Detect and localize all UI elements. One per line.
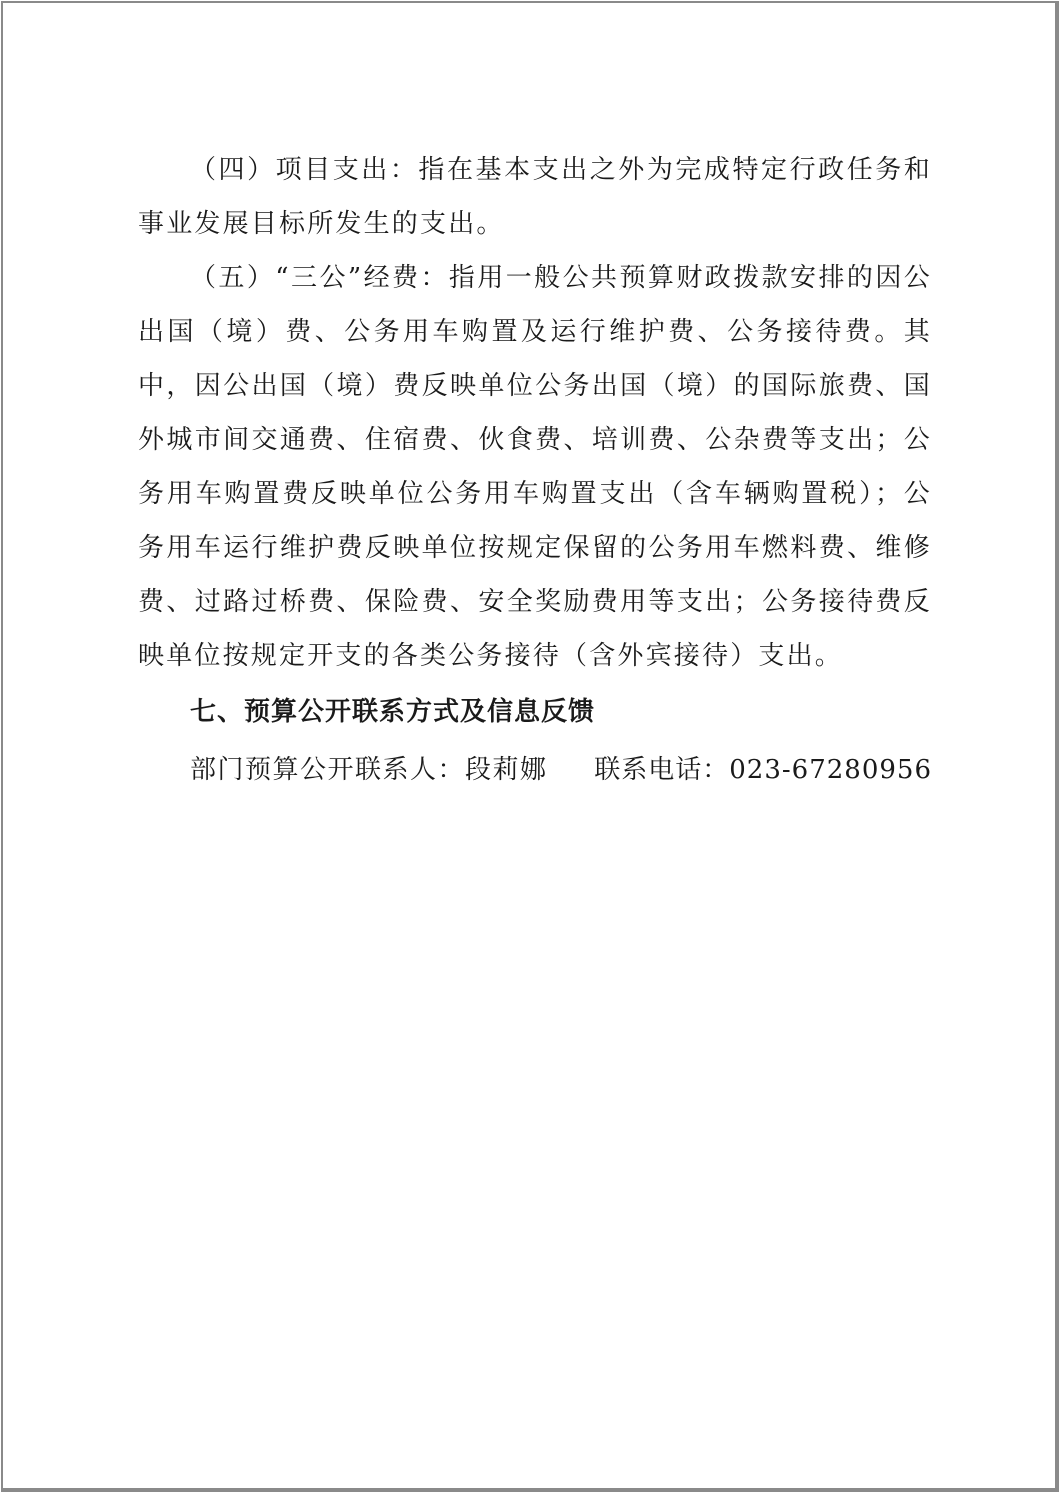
- paragraph-three-public-expenses: （五）“三公”经费：指用一般公共预算财政拨款安排的因公出国（境）费、公务用车购置及运行维护费、公务接待费。其中，因公出国（境）费反映单位公务出国（境）的国际旅费、国外城市间交通费、住宿费、伙食费、培训费、公杂费等支出；公务用车购置费反映单位公务用车购置支出（含车辆购置税）；公务用车运行维护费反映单位按规定保留的公务用车燃料费、维修费、过路过桥费、保险费、安全奖励费用等支出；公务接待费反映单位按规定开支的各类公务接待（含外宾接待）支出。: [138, 263, 932, 671]
- contact-person: 部门预算公开联系人：段莉娜: [190, 755, 548, 785]
- paragraph-project-expenditure: （四）项目支出：指在基本支出之外为完成特定行政任务和事业发展目标所发生的支出。: [138, 155, 932, 239]
- contact-line: [138, 741, 932, 799]
- page-frame: [1, 1, 1059, 1492]
- contact-phone: 联系电话：023-67280956: [594, 755, 932, 785]
- document-body: [138, 143, 932, 799]
- section-heading-contact: 七、预算公开联系方式及信息反馈: [190, 697, 596, 727]
